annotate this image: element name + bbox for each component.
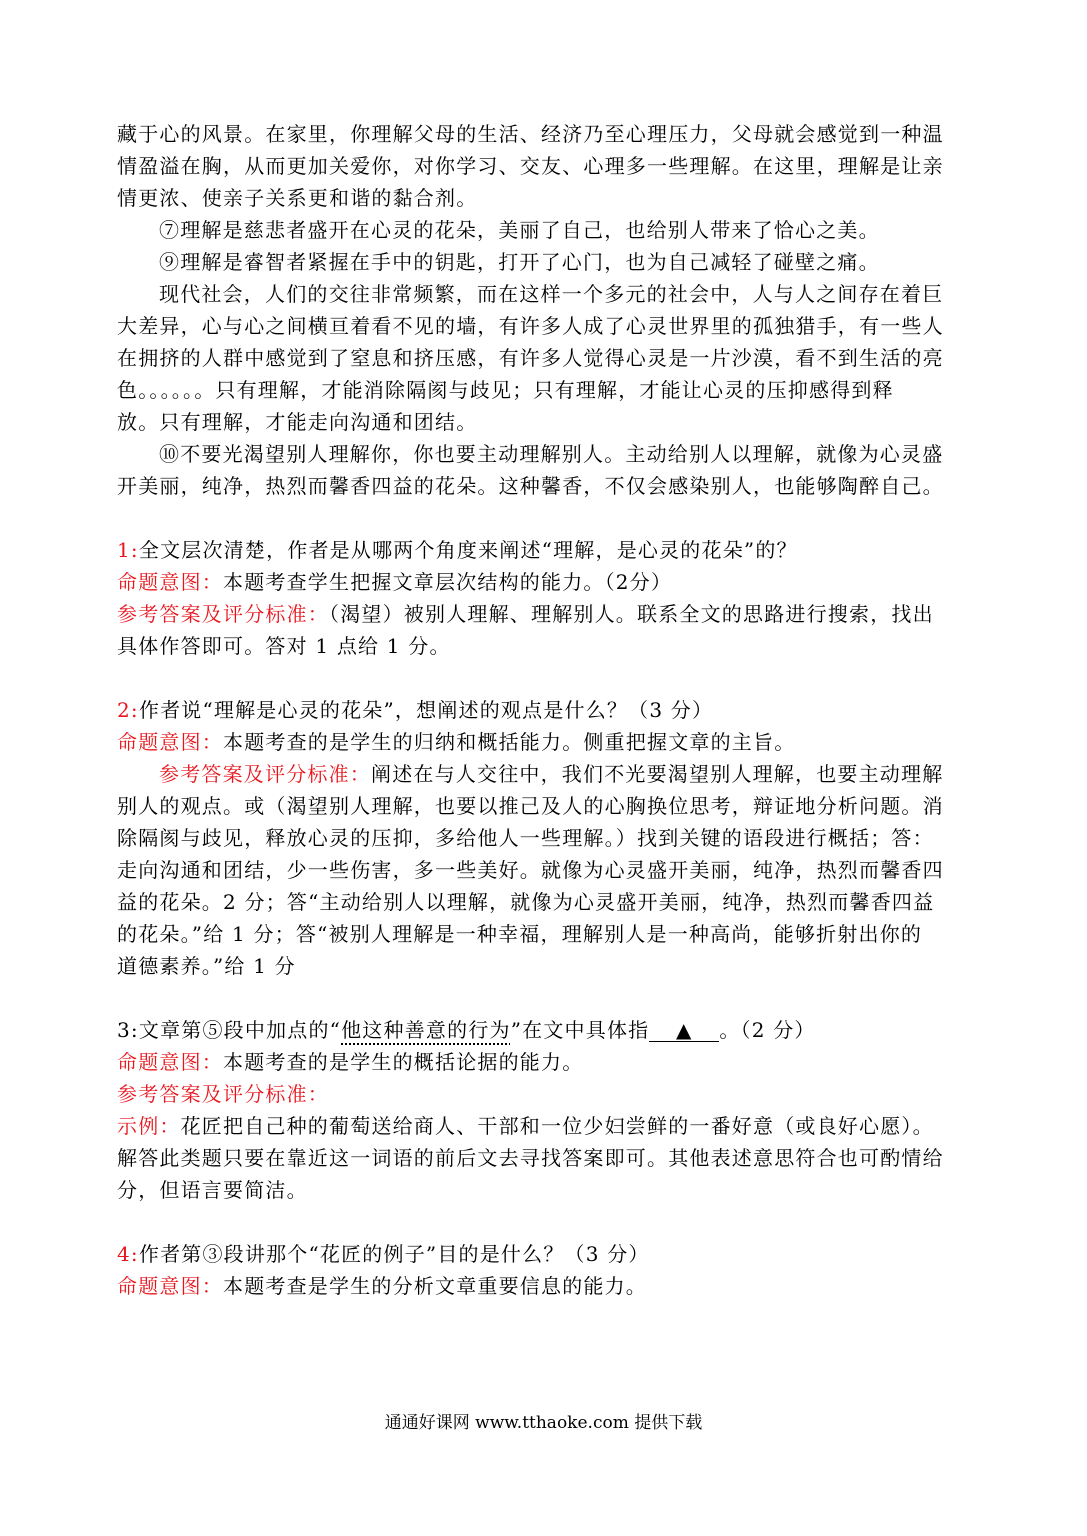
answer-line: 的花朵。”给 1 分；答“被别人理解是一种幸福，理解别人是一种高尚，能够折射出你的 (117, 922, 923, 946)
question-1-intent (117, 566, 972, 598)
intent-text: 本题考查学生把握文章层次结构的能力。（2分） (223, 570, 673, 594)
question-text: 全文层次清楚，作者是从哪两个角度来阐述“理解，是心灵的花朵”的？ (138, 538, 798, 562)
question-2-intent (117, 726, 972, 758)
example-line: 解答此类题只要在靠近这一词语的前后文去寻找答案即可。其他表述意思符合也可酌情给 (117, 1146, 944, 1170)
answer-label: 参考答案及评分标准： (117, 602, 329, 626)
question-text: 文章第⑤段中加点的“ (138, 1018, 342, 1042)
passage-line: 大差异，心与心之间横亘着看不见的墙，有许多人成了心灵世界里的孤独猎手，有一些人 (117, 314, 944, 338)
passage-line: 情更浓、使亲子关系更和谐的黏合剂。 (117, 186, 478, 210)
passage-line: 在拥挤的人群中感觉到了窒息和挤压感，有许多人觉得心灵是一片沙漠，看不到生活的亮 (117, 346, 944, 370)
answer-line: 别人的观点。或（渴望别人理解，也要以推己及人的心胸换位思考，辩证地分析问题。消 (117, 794, 944, 818)
passage-line: ⑩不要光渴望别人理解你，你也要主动理解别人。主动给别人以理解，就像为心灵盛 (159, 442, 944, 466)
question-2-answer (117, 758, 972, 790)
intent-label: 命题意图： (117, 730, 223, 754)
passage-line: ⑦理解是慈悲者盛开在心灵的花朵，美丽了自己，也给别人带来了恰心之美。 (159, 218, 880, 242)
question-number: 2: (117, 698, 139, 722)
page-footer: 通通好课网 www.tthaoke.com 提供下载 (384, 1413, 703, 1433)
passage-line: ⑨理解是睿智者紧握在手中的钥匙，打开了心门，也为自己减轻了碰壁之痛。 (159, 250, 880, 274)
question-3-example (117, 1110, 972, 1142)
question-3 (117, 1014, 972, 1046)
answer-label: 参考答案及评分标准： (117, 1082, 329, 1106)
answer-line: 益的花朵。2 分；答“主动给别人以理解，就像为心灵盛开美丽，纯净，热烈而馨香四益 (117, 890, 935, 914)
answer-label: 参考答案及评分标准： (159, 762, 371, 786)
triangle-icon: ▲ (676, 1018, 693, 1042)
answer-text: （渴望）被别人理解、理解别人。联系全文的思路进行搜索，找出 (329, 602, 934, 626)
intent-label: 命题意图： (117, 570, 223, 594)
passage-line: 现代社会，人们的交往非常频繁，而在这样一个多元的社会中，人与人之间存在着巨 (159, 282, 944, 306)
answer-line: 除隔阂与歧见，释放心灵的压抑，多给他人一些理解。）找到关键的语段进行概括；答： (117, 826, 934, 850)
question-4 (117, 1238, 972, 1270)
answer-blank (649, 1019, 719, 1042)
question-text: 作者第③段讲那个“花匠的例子”目的是什么？（3 分） (138, 1242, 650, 1266)
intent-text: 本题考查是学生的分析文章重要信息的能力。 (223, 1274, 647, 1298)
intent-label: 命题意图： (117, 1274, 223, 1298)
intent-text: 本题考查的是学生的概括论据的能力。 (223, 1050, 584, 1074)
question-text: 。（2 分） (719, 1018, 816, 1042)
example-label: 示例： (117, 1114, 181, 1138)
question-text: ”在文中具体指 (510, 1018, 650, 1042)
question-3-intent (117, 1046, 972, 1078)
question-2 (117, 694, 972, 726)
answer-line: 具体作答即可。答对 1 点给 1 分。 (117, 634, 451, 658)
question-number: 4: (117, 1242, 139, 1266)
question-number: 3: (117, 1018, 139, 1042)
intent-text: 本题考查的是学生的归纳和概括能力。侧重把握文章的主旨。 (223, 730, 796, 754)
answer-line: 走向沟通和团结，少一些伤害，多一些美好。就像为心灵盛开美丽，纯净，热烈而馨香四 (117, 858, 944, 882)
passage-line: 色。。。。。。只有理解，才能消除隔阂与歧见；只有理解，才能让心灵的压抑感得到释 (117, 378, 894, 402)
passage-line: 放。只有理解，才能走向沟通和团结。 (117, 410, 478, 434)
question-1-answer (117, 598, 972, 630)
passage-line: 藏于心的风景。在家里，你理解父母的生活、经济乃至心理压力，父母就会感觉到一种温 (117, 122, 944, 146)
dotted-phrase: 他这种善意的行为 (341, 1018, 511, 1042)
answer-line: 道德素养。”给 1 分 (117, 954, 296, 978)
question-number: 1: (117, 538, 139, 562)
question-text: 作者说“理解是心灵的花朵”，想阐述的观点是什么？（3 分） (138, 698, 714, 722)
passage-line: 开美丽，纯净，热烈而馨香四益的花朵。这种馨香，不仅会感染别人，也能够陶醉自己。 (117, 474, 944, 498)
document-body (117, 118, 972, 1302)
passage-line: 情盈溢在胸，从而更加关爱你，对你学习、交友、心理多一些理解。在这里，理解是让亲 (117, 154, 944, 178)
example-text: 花匠把自己种的葡萄送给商人、干部和一位少妇尝鲜的一番好意（或良好心愿）。 (180, 1114, 934, 1138)
question-1 (117, 534, 972, 566)
intent-label: 命题意图： (117, 1050, 223, 1074)
example-line: 分，但语言要简洁。 (117, 1178, 308, 1202)
question-4-intent (117, 1270, 972, 1302)
answer-text: 阐述在与人交往中，我们不光要渴望别人理解，也要主动理解 (371, 762, 944, 786)
